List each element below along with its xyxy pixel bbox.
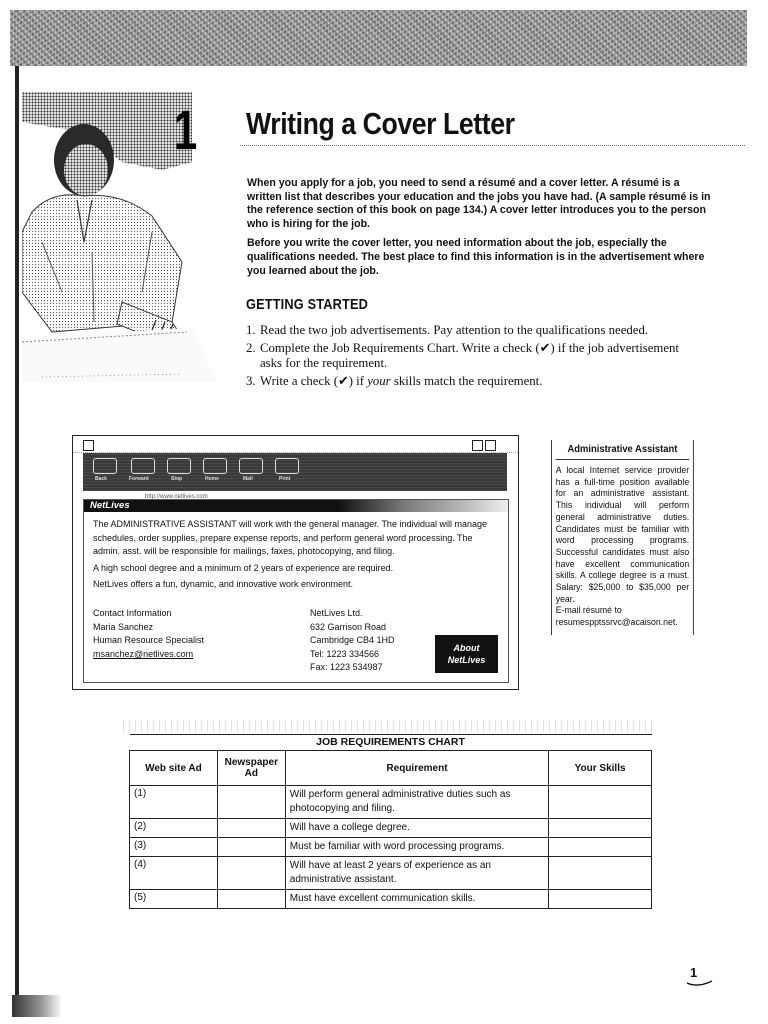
step-number: 3. [246,373,256,388]
step-number: 2. [246,340,256,355]
row-number[interactable]: (2) [130,819,218,838]
page-number-swoosh [686,978,716,988]
phone-number: Tel: 1223 334566 [310,648,380,659]
address-line: 632 Garrison Road [310,621,387,632]
step-text: Read the two job advertisements. Pay attention to the qualifications needed. [260,323,649,337]
about-netlives-button[interactable] [435,635,498,673]
page-number: 1 [690,965,698,980]
table-row [130,890,652,909]
about-button-line: About [453,643,480,653]
window-titlebar [73,436,518,453]
step-item [246,323,686,339]
step-item [246,341,686,372]
job-requirements-table [129,734,652,909]
about-button-line: NetLives [447,655,486,665]
table-row [130,857,652,890]
requirement-cell: Must have excellent communication skills. [285,890,548,909]
col-header-newspaper-ad: Newspaper Ad [217,751,285,786]
row-number[interactable]: (5) [130,890,218,909]
stop-label[interactable]: Stop [171,476,183,482]
unit-number: 1 [173,98,198,161]
page-spine-rule [15,66,19,1012]
intro-text [247,177,715,284]
ad-paragraph: The ADMINISTRATIVE ASSISTANT will work with the general manager. The individual will manage schedules, order supplies, prepare expense reports, and perform general word processing. The admin. asst. will be responsible for mailings, faxes, photocopying, and filing. [93,519,487,557]
newspaper-check-cell[interactable] [217,857,285,890]
print-icon[interactable] [275,458,299,474]
requirement-cell: Will have a college degree. [285,819,548,838]
ad-paragraph: NetLives offers a fun, dynamic, and innovative work environment. [93,579,353,590]
intro-paragraph: When you apply for a job, you need to send a résumé and a cover letter. A résumé is a written list that describes your education and the jobs you have had. (A sample résumé is in the reference section of this book on page 134.) A cover letter introduces you to the person who is hiring for the job. [247,177,711,230]
contact-name: Maria Sanchez [93,621,154,632]
ad-paragraph: A high school degree and a minimum of 2 years of experience are required. [93,562,394,573]
minimize-icon[interactable] [472,440,483,451]
mail-label[interactable]: Mail [243,476,253,482]
address-line: Cambridge CB4 1HD [310,635,395,646]
skills-check-cell[interactable] [549,890,652,909]
title-rule [240,145,745,147]
window-controls [472,440,496,451]
col-header-your-skills: Your Skills [549,751,652,786]
skills-check-cell[interactable] [549,838,652,857]
newspaper-check-cell[interactable] [217,786,285,819]
getting-started-heading: GETTING STARTED [246,296,369,313]
mail-icon[interactable] [239,458,263,474]
contact-heading: Contact Information [93,608,172,618]
table-row [130,786,652,819]
skills-check-cell[interactable] [549,819,652,838]
newspaper-ad [551,440,694,635]
col-header-website-ad: Web site Ad [130,751,218,786]
brand-name: NetLives [90,500,130,511]
page-title: Writing a Cover Letter [246,106,515,141]
table-row [130,838,652,857]
job-requirements-chart [123,720,663,928]
forward-icon[interactable] [131,458,155,474]
requirement-cell: Will have at least 2 years of experience as an administrative assistant. [285,857,548,890]
newspaper-check-cell[interactable] [217,838,285,857]
skills-check-cell[interactable] [549,786,652,819]
requirement-cell: Will perform general administrative duties such as photocopying and filing. [285,786,548,819]
ad-content [83,499,509,683]
maximize-icon[interactable] [485,440,496,451]
netlives-brand-bar [84,500,508,512]
halftone-banner [10,10,747,66]
browser-toolbar [83,453,507,491]
scan-noise [123,720,653,732]
home-icon[interactable] [203,458,227,474]
getting-started-steps [246,323,686,391]
home-label[interactable]: Home [205,476,219,482]
window-close-box[interactable] [83,440,94,451]
contact-email-link[interactable]: msanchez@netlives.com [93,648,194,659]
step-text: Complete the Job Requirements Chart. Write a check (✔) if the job advertisement asks for the requirement. [260,340,679,370]
fax-number: Fax: 1223 534987 [310,662,383,673]
ad-body [93,518,501,595]
newspaper-check-cell[interactable] [217,890,285,909]
page-spine-foot [12,995,62,1017]
intro-paragraph: Before you write the cover letter, you need information about the job, especially the qualifications needed. The best place to find this information is in the advertisement where you learned about the job. [247,237,705,277]
url-text: http://www.netlives.com [145,494,208,500]
company-name: NetLives Ltd. [310,608,363,618]
step-text: Write a check (✔) if your skills match the requirement. [260,373,543,388]
forward-label[interactable]: Forward [129,476,149,482]
step-number: 1. [246,323,256,337]
newspaper-ad-email: resumespptssrvc@acaison.net. [555,617,678,628]
col-header-requirement: Requirement [285,751,548,786]
back-icon[interactable] [93,458,117,474]
newspaper-check-cell[interactable] [217,819,285,838]
contact-role: Human Resource Specialist [93,635,205,646]
newspaper-ad-body [552,460,693,635]
row-number[interactable]: (4) [130,857,218,890]
table-row [130,819,652,838]
row-number[interactable]: (3) [130,838,218,857]
newspaper-ad-heading: Administrative Assistant [556,440,689,460]
print-label[interactable]: Print [279,476,291,482]
requirement-cell: Must be familiar with word processing programs. [285,838,548,857]
chart-caption: JOB REQUIREMENTS CHART [130,735,652,751]
step-item [246,374,686,390]
website-ad-window [72,435,519,690]
newspaper-ad-text: A local Internet service provider has a full-time position available for an administrative assistant. This individual will perform general administrative duties. Candidates must be familiar with word processing programs. Successful candidates must also have excellent communication skills. A college degree is a must. Salary: $25,000 to $35,000 per year. [555,465,690,604]
contact-person [93,607,204,661]
stop-icon[interactable] [167,458,191,474]
newspaper-ad-email-label: E-mail résumé to [555,605,622,616]
skills-check-cell[interactable] [549,857,652,890]
row-number[interactable]: (1) [130,786,218,819]
company-address [310,607,395,675]
back-label[interactable]: Back [95,476,107,482]
